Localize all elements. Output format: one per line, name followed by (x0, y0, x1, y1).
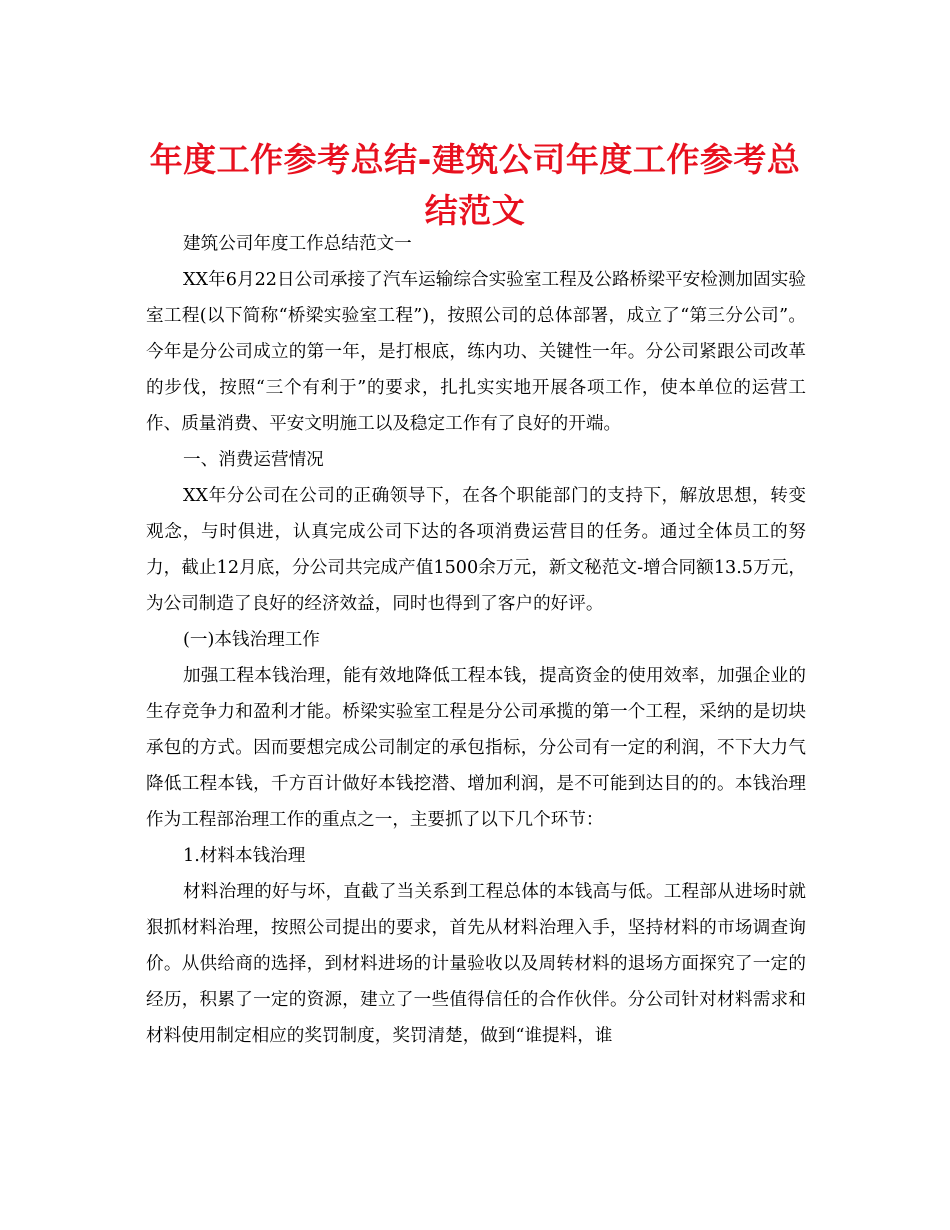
paragraph-material: 材料治理的好与坏，直截了当关系到工程总体的本钱高与低。工程部从进场时就狠抓材料治理，按照公司提出的要求，首先从材料治理入手，坚持材料的市场调查询价。从供给商的选择，到材料进场的计量验收以及周转材料的退场方面探究了一定的经历，积累了一定的资源，建立了一些值得信任的合作伙伴。分公司针对材料需求和材料使用制定相应的奖罚制度，奖罚清楚，做到“谁提料，谁 (146, 882, 806, 1046)
section-heading-operations: 一、消费运营情况 (183, 450, 324, 470)
subsection-heading-cost: (一)本钱治理工作 (183, 630, 320, 650)
paragraph-operations: XX年分公司在公司的正确领导下，在各个职能部门的支持下，解放思想，转变观念，与时俱进，认真完成公司下达的各项消费运营目的任务。通过全体员工的努力，截止12月底，分公司共完成产值1500余万元，新文秘范文-增合同额13.5万元，为公司制造了良好的经济效益，同时也得到了客户的好评。 (146, 486, 806, 614)
document-body (146, 226, 806, 1054)
item-heading-material: 1.材料本钱治理 (183, 846, 306, 866)
paragraph-cost: 加强工程本钱治理，能有效地降低工程本钱，提高资金的使用效率，加强企业的生存竞争力和盈利才能。桥梁实验室工程是分公司承揽的第一个工程，采纳的是切块承包的方式。因而要想完成公司制定的承包指标，分公司有一定的利润，不下大力气降低工程本钱，千方百计做好本钱挖潜、增加利润，是不可能到达目的的。本钱治理作为工程部治理工作的重点之一，主要抓了以下几个环节： (146, 666, 806, 830)
paragraph-intro: XX年6月22日公司承接了汽车运输综合实验室工程及公路桥梁平安检测加固实验室工程(以下简称“桥梁实验室工程”)，按照公司的总体部署，成立了“第三分公司”。今年是分公司成立的第一年，是打根底，练内功、关键性一年。分公司紧跟公司改革的步伐，按照“三个有利于”的要求，扎扎实实地开展各项工作，使本单位的运营工作、质量消费、平安文明施工以及稳定工作有了良好的开端。 (146, 270, 806, 434)
paragraph-subtitle: 建筑公司年度工作总结范文一 (183, 234, 412, 254)
document-title: 年度工作参考总结-建筑公司年度工作参考总结范文 (149, 140, 801, 230)
